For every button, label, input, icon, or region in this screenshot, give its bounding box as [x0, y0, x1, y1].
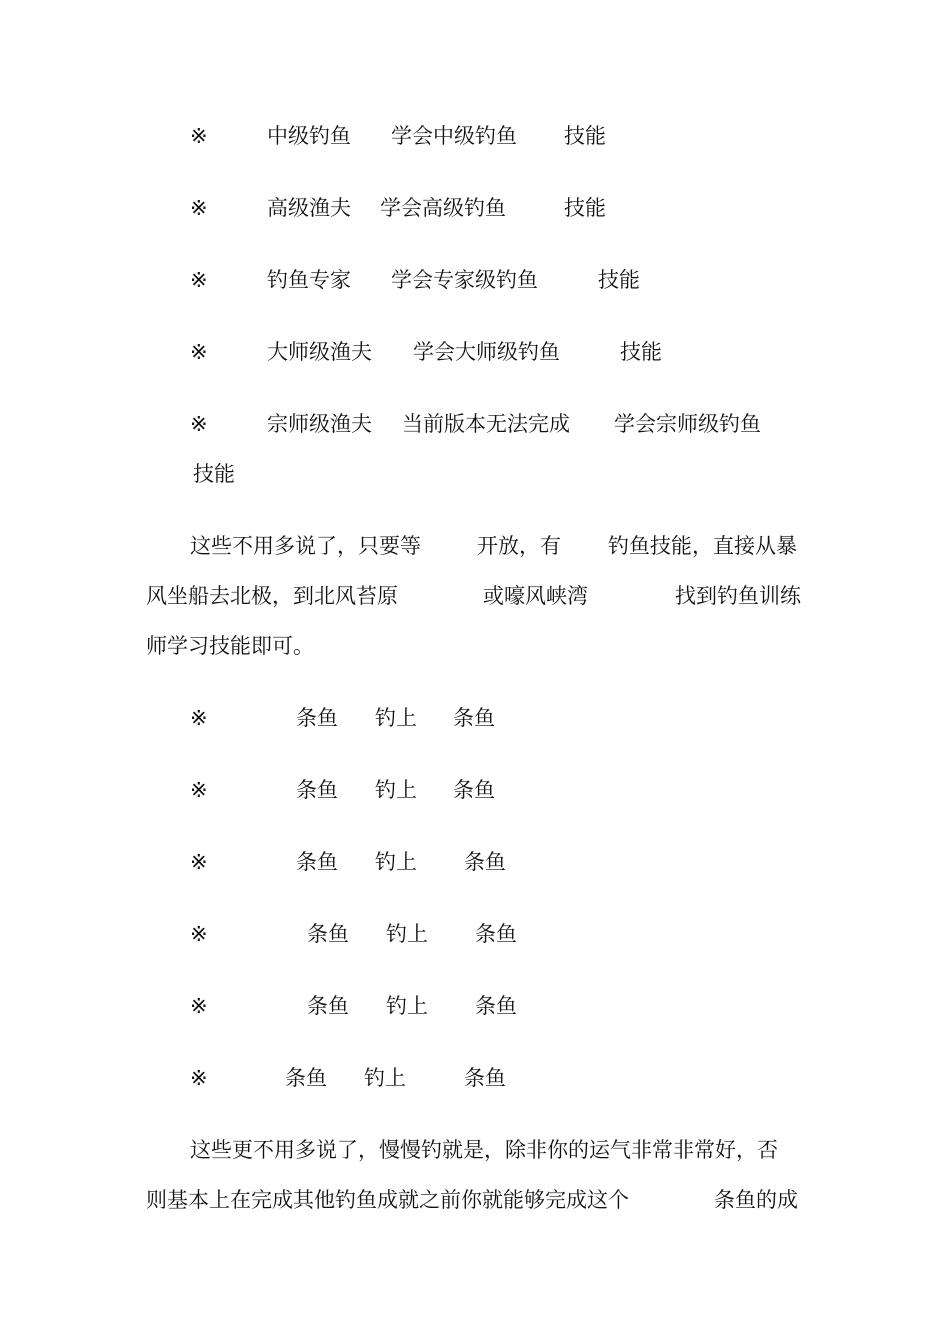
paragraph-text: 开放，有	[477, 534, 561, 558]
achievement-suffix: 技能	[564, 196, 606, 220]
bullet-mark: ※	[190, 994, 208, 1018]
fish-count-label: 条鱼	[453, 706, 495, 730]
paragraph-text: 找到钓鱼训练	[675, 584, 801, 608]
bullet-mark: ※	[190, 196, 208, 220]
paragraph-text: 钓鱼技能，直接从暴	[608, 534, 797, 558]
fish-count-label: 条鱼	[296, 706, 338, 730]
paragraph-text: 条鱼的成	[714, 1188, 798, 1212]
achievement-requirement: 学会大师级钓鱼	[413, 340, 560, 364]
fish-count-label: 条鱼	[296, 850, 338, 874]
bullet-mark: ※	[190, 268, 208, 292]
paragraph-text: 这些不用多说了，只要等	[190, 534, 421, 558]
bullet-mark: ※	[190, 706, 208, 730]
fish-count-label: 条鱼	[285, 1066, 327, 1090]
bullet-mark: ※	[190, 340, 208, 364]
bullet-mark: ※	[190, 1066, 208, 1090]
catch-label: 钓上	[375, 850, 417, 874]
paragraph-text: 或嚎风峡湾	[483, 584, 588, 608]
achievement-requirement: 学会专家级钓鱼	[391, 268, 538, 292]
fish-count-label: 条鱼	[296, 778, 338, 802]
catch-label: 钓上	[386, 922, 428, 946]
achievement-requirement: 学会中级钓鱼	[391, 124, 517, 148]
achievement-name: 中级钓鱼	[267, 124, 351, 148]
fish-count-label: 条鱼	[307, 922, 349, 946]
bullet-mark: ※	[190, 412, 208, 436]
fish-count-label: 条鱼	[464, 1066, 506, 1090]
achievement-suffix: 技能	[564, 124, 606, 148]
bullet-mark: ※	[190, 124, 208, 148]
catch-label: 钓上	[364, 1066, 406, 1090]
achievement-suffix: 技能	[598, 268, 640, 292]
achievement-requirement: 学会高级钓鱼	[380, 196, 506, 220]
fish-count-label: 条鱼	[453, 778, 495, 802]
paragraph-text: 这些更不用多说了，慢慢钓就是，除非你的运气非常非常好，否	[190, 1138, 778, 1162]
fish-count-label: 条鱼	[475, 994, 517, 1018]
fish-count-label: 条鱼	[464, 850, 506, 874]
achievement-name: 宗师级渔夫	[267, 412, 372, 436]
paragraph-text: 风坐船去北极，到北风苔原	[146, 584, 398, 608]
achievement-note: 当前版本无法完成	[402, 412, 570, 436]
catch-label: 钓上	[375, 706, 417, 730]
achievement-name: 高级渔夫	[267, 196, 351, 220]
catch-label: 钓上	[386, 994, 428, 1018]
paragraph-text: 则基本上在完成其他钓鱼成就之前你就能够完成这个	[146, 1188, 629, 1212]
catch-label: 钓上	[375, 778, 417, 802]
achievement-requirement: 学会宗师级钓鱼	[614, 412, 761, 436]
achievement-name: 钓鱼专家	[267, 268, 351, 292]
bullet-mark: ※	[190, 922, 208, 946]
bullet-mark: ※	[190, 850, 208, 874]
paragraph-text: 师学习技能即可。	[146, 634, 314, 658]
achievement-name: 大师级渔夫	[267, 340, 372, 364]
bullet-mark: ※	[190, 778, 208, 802]
achievement-suffix: 技能	[620, 340, 662, 364]
achievement-suffix: 技能	[193, 462, 235, 486]
fish-count-label: 条鱼	[475, 922, 517, 946]
fish-count-label: 条鱼	[307, 994, 349, 1018]
